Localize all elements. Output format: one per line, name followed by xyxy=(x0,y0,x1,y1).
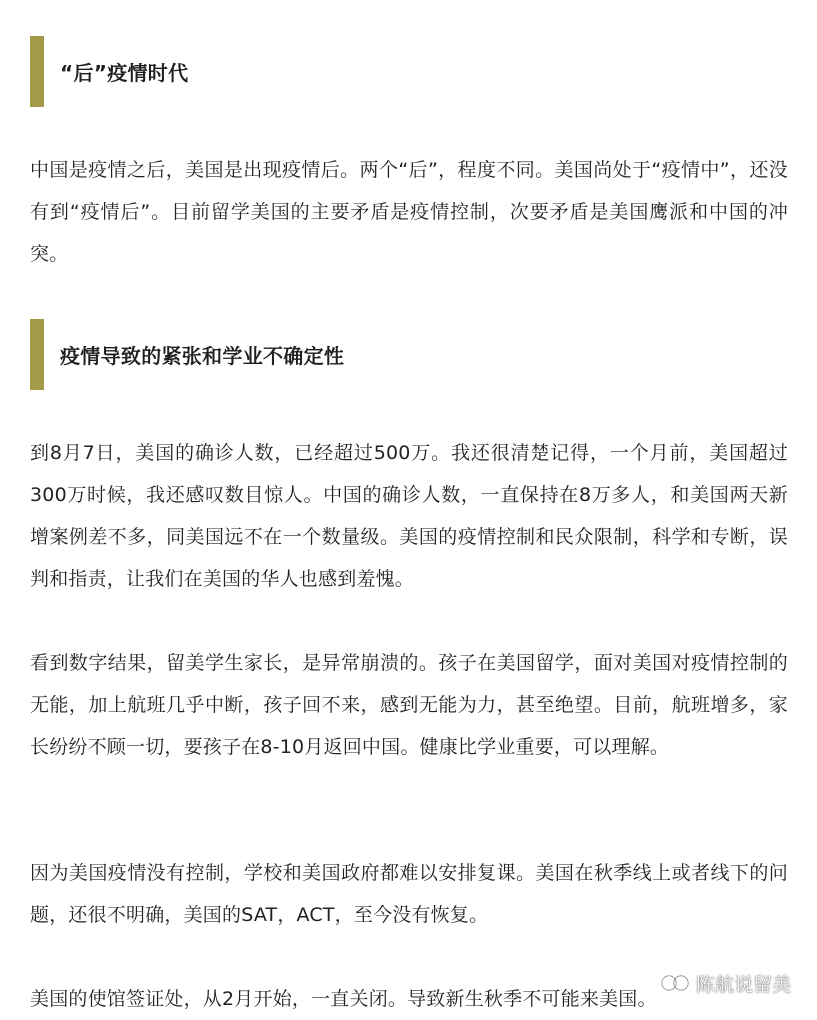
wechat-official-account-icon xyxy=(660,972,690,994)
paragraph-parents-reaction: 看到数字结果，留美学生家长，是异常崩溃的。孩子在美国留学，面对美国对疫情控制的无能，加上航班几乎中断，孩子回不来，感到无能为力，甚至绝望。目前，航班增多，家长纷纷不顾一切，要孩子在8-10月返回中国。健康比学业重要，可以理解。 xyxy=(30,652,788,758)
paragraph-case-numbers: 到8月7日，美国的确诊人数，已经超过500万。我还很清楚记得，一个月前，美国超过300万时候，我还感叹数目惊人。中国的确诊人数，一直保持在8万多人，和美国两天新增案例差不多，同美国远不在一个数量级。美国的疫情控制和民众限制，科学和专断，误判和指责，让我们在美国的华人也感到羞愧。 xyxy=(30,442,788,590)
watermark xyxy=(660,968,791,998)
section-heading-tension-uncertainty: 疫情导致的紧张和学业不确定性 xyxy=(30,319,790,390)
paragraph-school-reopening: 因为美国疫情没有控制，学校和美国政府都难以安排复课。美国在秋季线上或者线下的问题，还很不明确，美国的SAT，ACT，至今没有恢复。 xyxy=(30,862,788,926)
watermark-text: 陈航说留美 xyxy=(695,973,791,996)
paragraph-visa-office: 美国的使馆签证处，从2月开始，一直关闭。导致新生秋季不可能来美国。 xyxy=(30,988,657,1010)
section-heading-post-pandemic: “后”疫情时代 xyxy=(30,36,790,107)
paragraph-post-pandemic: 中国是疫情之后，美国是出现疫情后。两个“后”，程度不同。美国尚处于“疫情中”，还没有到“疫情后”。目前留学美国的主要矛盾是疫情控制，次要矛盾是美国鹰派和中国的冲突。 xyxy=(30,159,788,265)
